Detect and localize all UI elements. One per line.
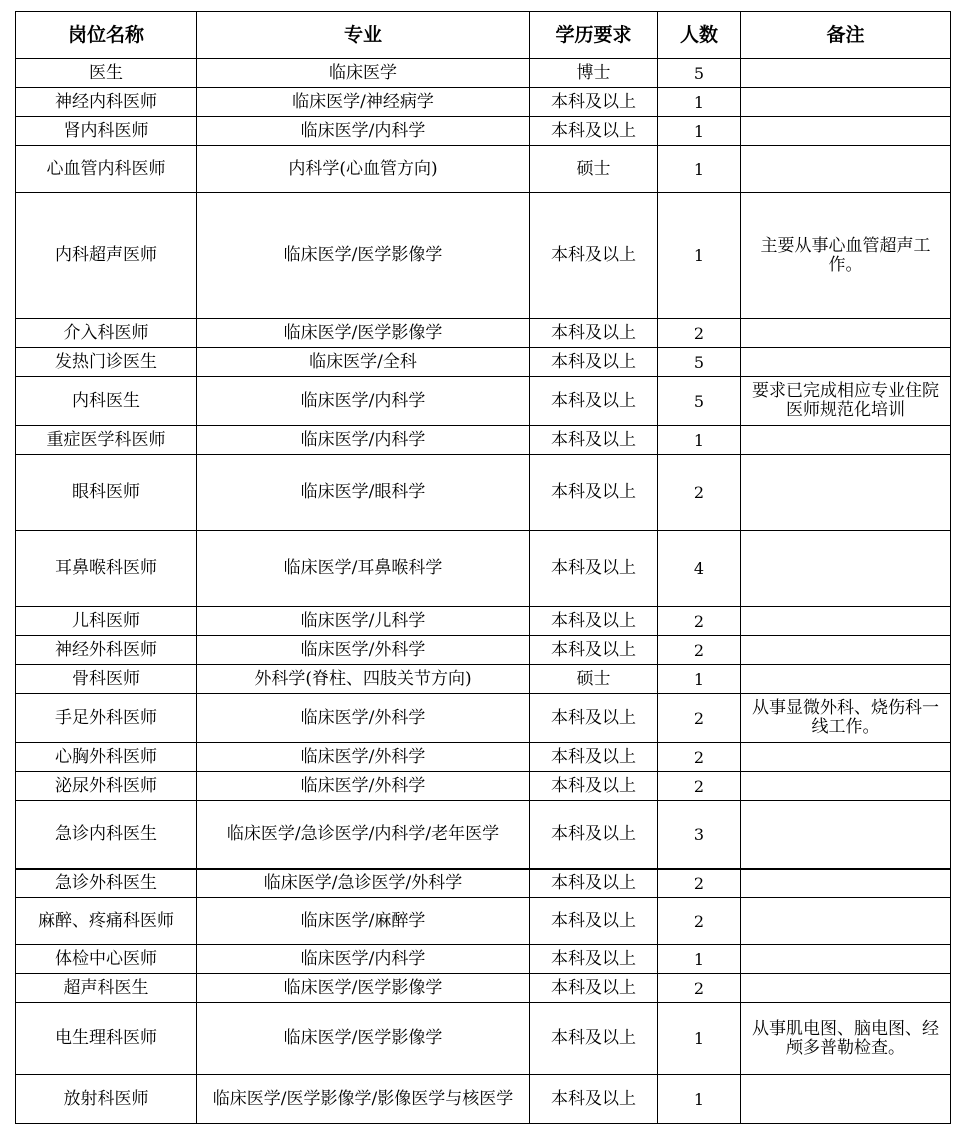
cell-remarks — [741, 898, 951, 945]
cell-count: 1 — [658, 146, 741, 193]
table-row — [16, 665, 951, 694]
cell-education: 本科及以上 — [530, 1075, 658, 1124]
cell-remarks: 从事肌电图、脑电图、经颅多普勒检查。 — [741, 1003, 951, 1075]
table-row — [16, 869, 951, 898]
cell-remarks: 要求已完成相应专业住院医师规范化培训 — [741, 377, 951, 426]
cell-education: 本科及以上 — [530, 772, 658, 801]
table-row — [16, 319, 951, 348]
cell-education: 本科及以上 — [530, 607, 658, 636]
table-row — [16, 59, 951, 88]
cell-remarks — [741, 348, 951, 377]
cell-major: 临床医学/医学影像学/影像医学与核医学 — [197, 1075, 530, 1124]
cell-remarks — [741, 426, 951, 455]
cell-education: 硕士 — [530, 146, 658, 193]
cell-position: 耳鼻喉科医师 — [16, 531, 197, 607]
cell-education: 本科及以上 — [530, 117, 658, 146]
cell-count: 1 — [658, 1075, 741, 1124]
cell-remarks — [741, 319, 951, 348]
table-row — [16, 88, 951, 117]
cell-major: 临床医学/急诊医学/内科学/老年医学 — [197, 801, 530, 869]
cell-major: 临床医学/外科学 — [197, 772, 530, 801]
cell-count: 2 — [658, 898, 741, 945]
cell-position: 放射科医师 — [16, 1075, 197, 1124]
cell-education: 本科及以上 — [530, 974, 658, 1003]
cell-count: 5 — [658, 59, 741, 88]
cell-major: 临床医学/医学影像学 — [197, 319, 530, 348]
cell-position: 泌尿外科医师 — [16, 772, 197, 801]
cell-count: 1 — [658, 665, 741, 694]
cell-education: 本科及以上 — [530, 426, 658, 455]
table-row — [16, 898, 951, 945]
cell-major: 临床医学/外科学 — [197, 694, 530, 743]
cell-major: 临床医学/眼科学 — [197, 455, 530, 531]
cell-position: 电生理科医师 — [16, 1003, 197, 1075]
cell-education: 本科及以上 — [530, 869, 658, 898]
cell-count: 2 — [658, 636, 741, 665]
cell-position: 神经外科医师 — [16, 636, 197, 665]
cell-remarks — [741, 531, 951, 607]
cell-education: 博士 — [530, 59, 658, 88]
table-row — [16, 1003, 951, 1075]
cell-major: 临床医学 — [197, 59, 530, 88]
cell-position: 眼科医师 — [16, 455, 197, 531]
cell-remarks — [741, 455, 951, 531]
cell-education: 本科及以上 — [530, 531, 658, 607]
cell-remarks — [741, 801, 951, 869]
cell-position: 骨科医师 — [16, 665, 197, 694]
cell-education: 本科及以上 — [530, 193, 658, 319]
cell-count: 5 — [658, 348, 741, 377]
table-row — [16, 974, 951, 1003]
cell-education: 本科及以上 — [530, 945, 658, 974]
cell-education: 本科及以上 — [530, 898, 658, 945]
cell-count: 3 — [658, 801, 741, 869]
cell-remarks — [741, 665, 951, 694]
cell-major: 临床医学/全科 — [197, 348, 530, 377]
cell-remarks — [741, 636, 951, 665]
table-row — [16, 193, 951, 319]
cell-count: 2 — [658, 743, 741, 772]
cell-major: 临床医学/内科学 — [197, 377, 530, 426]
cell-major: 临床医学/医学影像学 — [197, 193, 530, 319]
cell-position: 超声科医生 — [16, 974, 197, 1003]
table-row — [16, 117, 951, 146]
cell-remarks: 主要从事心血管超声工作。 — [741, 193, 951, 319]
cell-position: 心血管内科医师 — [16, 146, 197, 193]
table-row — [16, 636, 951, 665]
cell-major: 临床医学/儿科学 — [197, 607, 530, 636]
recruitment-table — [15, 11, 951, 1124]
cell-education: 本科及以上 — [530, 377, 658, 426]
cell-remarks — [741, 1075, 951, 1124]
cell-remarks — [741, 974, 951, 1003]
cell-position: 急诊外科医生 — [16, 869, 197, 898]
cell-major: 外科学(脊柱、四肢关节方向) — [197, 665, 530, 694]
cell-remarks — [741, 869, 951, 898]
cell-remarks: 从事显微外科、烧伤科一线工作。 — [741, 694, 951, 743]
cell-remarks — [741, 743, 951, 772]
header-major: 专业 — [197, 12, 530, 59]
cell-position: 体检中心医师 — [16, 945, 197, 974]
cell-remarks — [741, 88, 951, 117]
cell-major: 临床医学/医学影像学 — [197, 1003, 530, 1075]
cell-position: 发热门诊医生 — [16, 348, 197, 377]
cell-remarks — [741, 607, 951, 636]
cell-count: 1 — [658, 193, 741, 319]
cell-education: 本科及以上 — [530, 743, 658, 772]
cell-count: 2 — [658, 772, 741, 801]
table-body — [16, 59, 951, 1124]
cell-count: 1 — [658, 1003, 741, 1075]
cell-education: 本科及以上 — [530, 694, 658, 743]
cell-education: 本科及以上 — [530, 455, 658, 531]
cell-major: 临床医学/麻醉学 — [197, 898, 530, 945]
cell-position: 神经内科医师 — [16, 88, 197, 117]
header-remarks: 备注 — [741, 12, 951, 59]
cell-count: 2 — [658, 974, 741, 1003]
cell-major: 临床医学/外科学 — [197, 636, 530, 665]
cell-position: 心胸外科医师 — [16, 743, 197, 772]
cell-education: 本科及以上 — [530, 319, 658, 348]
cell-major: 内科学(心血管方向) — [197, 146, 530, 193]
cell-education: 本科及以上 — [530, 1003, 658, 1075]
cell-count: 1 — [658, 426, 741, 455]
cell-count: 2 — [658, 455, 741, 531]
table-row — [16, 801, 951, 869]
cell-major: 临床医学/耳鼻喉科学 — [197, 531, 530, 607]
cell-education: 本科及以上 — [530, 636, 658, 665]
table-row — [16, 377, 951, 426]
cell-major: 临床医学/急诊医学/外科学 — [197, 869, 530, 898]
cell-remarks — [741, 117, 951, 146]
cell-count: 2 — [658, 694, 741, 743]
cell-remarks — [741, 59, 951, 88]
cell-remarks — [741, 146, 951, 193]
table-row — [16, 146, 951, 193]
table-row — [16, 945, 951, 974]
cell-count: 1 — [658, 117, 741, 146]
cell-education: 本科及以上 — [530, 801, 658, 869]
header-count: 人数 — [658, 12, 741, 59]
cell-remarks — [741, 945, 951, 974]
header-education: 学历要求 — [530, 12, 658, 59]
cell-position: 手足外科医师 — [16, 694, 197, 743]
cell-count: 2 — [658, 319, 741, 348]
cell-position: 介入科医师 — [16, 319, 197, 348]
cell-count: 5 — [658, 377, 741, 426]
table-row — [16, 772, 951, 801]
table-row — [16, 455, 951, 531]
header-position: 岗位名称 — [16, 12, 197, 59]
cell-education: 硕士 — [530, 665, 658, 694]
cell-position: 儿科医师 — [16, 607, 197, 636]
cell-count: 4 — [658, 531, 741, 607]
cell-remarks — [741, 772, 951, 801]
cell-position: 肾内科医师 — [16, 117, 197, 146]
cell-major: 临床医学/神经病学 — [197, 88, 530, 117]
table-row — [16, 607, 951, 636]
cell-count: 1 — [658, 945, 741, 974]
table-row — [16, 531, 951, 607]
table-row — [16, 1075, 951, 1124]
cell-education: 本科及以上 — [530, 88, 658, 117]
table-row — [16, 743, 951, 772]
cell-major: 临床医学/内科学 — [197, 945, 530, 974]
cell-position: 急诊内科医生 — [16, 801, 197, 869]
cell-major: 临床医学/外科学 — [197, 743, 530, 772]
cell-major: 临床医学/内科学 — [197, 117, 530, 146]
table-row — [16, 348, 951, 377]
cell-major: 临床医学/医学影像学 — [197, 974, 530, 1003]
table-row — [16, 694, 951, 743]
cell-position: 重症医学科医师 — [16, 426, 197, 455]
table-row — [16, 426, 951, 455]
cell-position: 麻醉、疼痛科医师 — [16, 898, 197, 945]
header-row — [16, 12, 951, 59]
cell-count: 2 — [658, 607, 741, 636]
cell-position: 内科医生 — [16, 377, 197, 426]
cell-count: 2 — [658, 869, 741, 898]
cell-education: 本科及以上 — [530, 348, 658, 377]
cell-position: 医生 — [16, 59, 197, 88]
cell-position: 内科超声医师 — [16, 193, 197, 319]
cell-major: 临床医学/内科学 — [197, 426, 530, 455]
cell-count: 1 — [658, 88, 741, 117]
